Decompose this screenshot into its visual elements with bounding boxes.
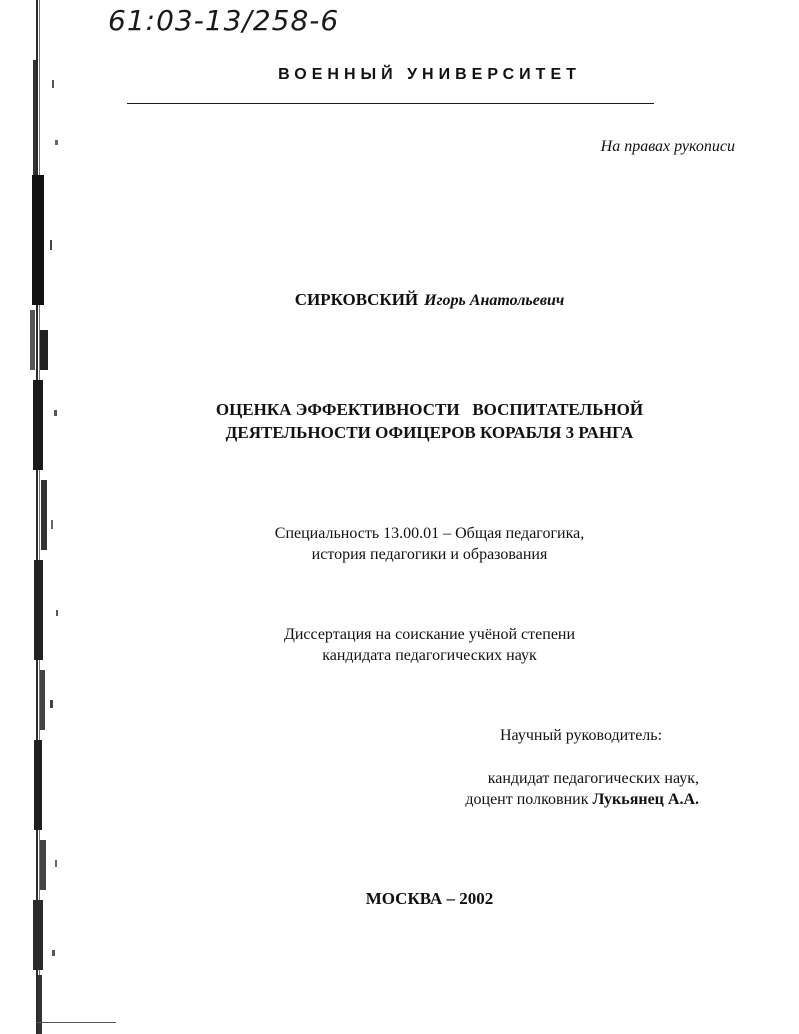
- specialty-line-1: Специальность 13.00.01 – Общая педагогика,: [274, 525, 585, 542]
- scan-bottom-line: [36, 1022, 116, 1023]
- scan-binding-edge: [0, 0, 70, 1034]
- degree-line-1: Диссертация на соискание учёной степени: [283, 626, 576, 643]
- specialty-line-2: история педагогики и образования: [311, 546, 548, 563]
- author-surname: СИРКОВСКИЙ: [294, 290, 419, 309]
- supervisor-rank-line: [465, 789, 699, 810]
- title-line-2: ДЕЯТЕЛЬНОСТИ ОФИЦЕРОВ КОРАБЛЯ 3 РАНГА: [225, 423, 634, 442]
- dissertation-title: [0, 398, 799, 444]
- header-divider: [127, 103, 654, 104]
- author-given-names: Игорь Анатольевич: [424, 292, 565, 309]
- university-name: ВОЕННЫЙ УНИВЕРСИТЕТ: [278, 66, 581, 83]
- city-year: МОСКВА – 2002: [365, 889, 494, 908]
- author-name: [0, 290, 799, 310]
- supervisor-rank: доцент полковник: [465, 791, 589, 808]
- rights-note: На правах рукописи: [600, 138, 735, 155]
- specialty-block: [0, 523, 799, 565]
- supervisor-details: [465, 768, 699, 810]
- degree-line-2: кандидата педагогических наук: [322, 647, 537, 664]
- archive-code-handwritten: 61:03-13/258-6: [108, 4, 340, 37]
- title-line-1: ОЦЕНКА ЭФФЕКТИВНОСТИ ВОСПИТАТЕЛЬНОЙ: [215, 400, 644, 419]
- supervisor-name: Лукьянец А.А.: [592, 791, 699, 808]
- supervisor-label: Научный руководитель:: [500, 727, 663, 744]
- supervisor-degree: кандидат педагогических наук,: [487, 770, 699, 787]
- degree-statement: [0, 624, 799, 666]
